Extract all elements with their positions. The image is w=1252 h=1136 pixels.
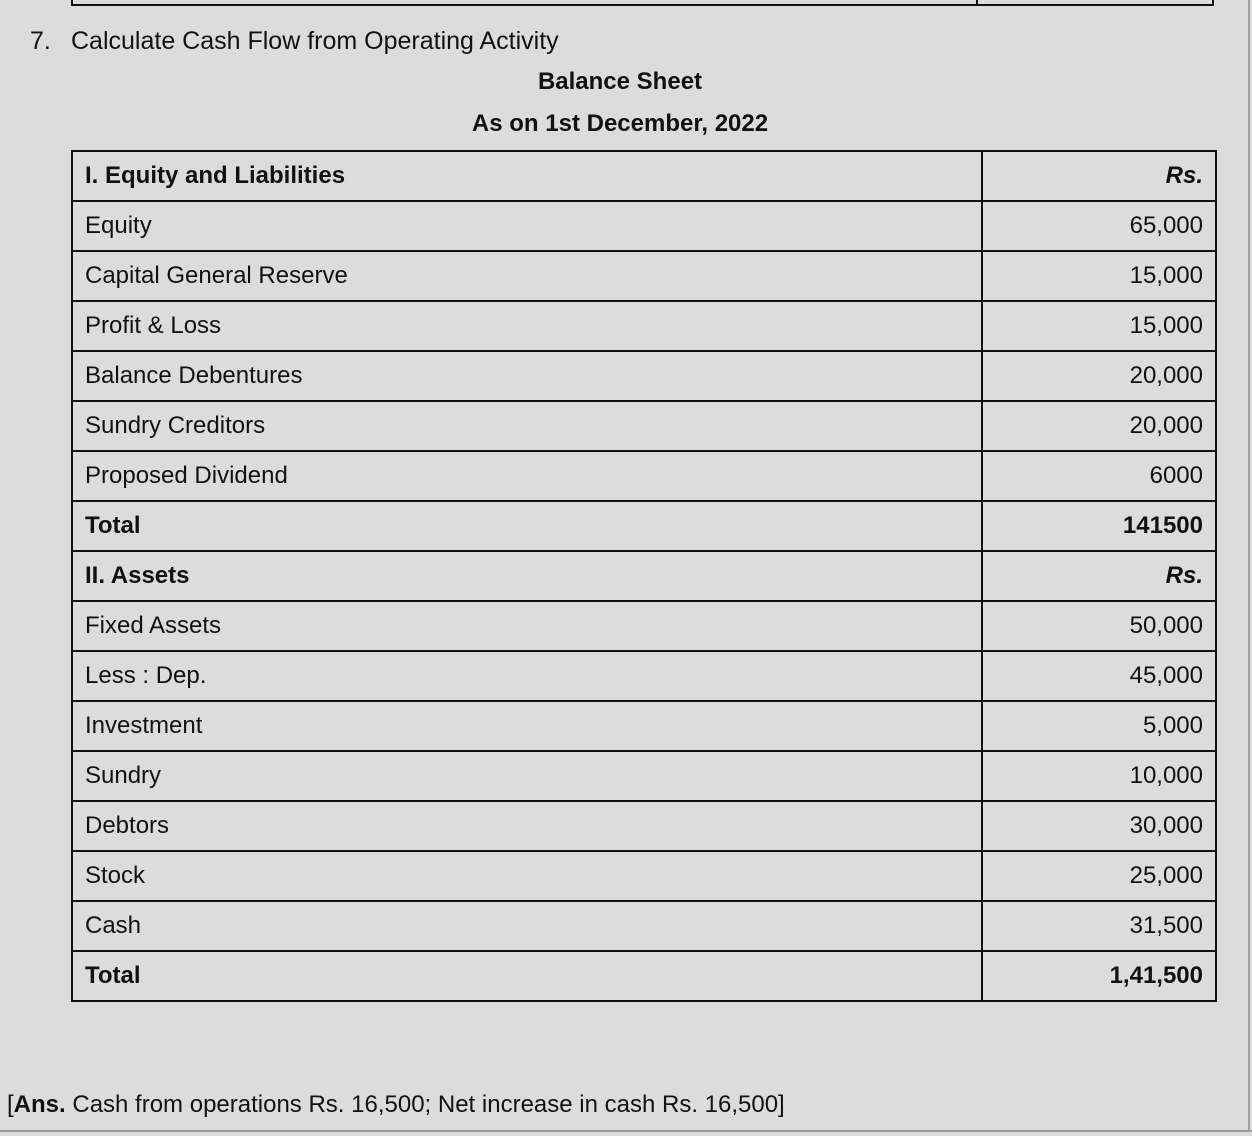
row-label: Cash xyxy=(72,901,982,951)
row-label: Total xyxy=(72,501,982,551)
question-number: 7. xyxy=(30,27,51,55)
row-amount: 65,000 xyxy=(982,201,1216,251)
row-label: Capital General Reserve xyxy=(72,251,982,301)
table-row xyxy=(72,601,1216,651)
table-row xyxy=(72,751,1216,801)
row-amount: 50,000 xyxy=(982,601,1216,651)
previous-table-edge xyxy=(71,0,1214,6)
bottom-divider xyxy=(0,1130,1252,1132)
row-amount: 141500 xyxy=(982,501,1216,551)
balance-sheet-table xyxy=(71,150,1217,1002)
row-amount: 10,000 xyxy=(982,751,1216,801)
row-label: Profit & Loss xyxy=(72,301,982,351)
table-row xyxy=(72,301,1216,351)
total-row-assets xyxy=(72,951,1216,1001)
row-amount: 15,000 xyxy=(982,301,1216,351)
row-label: II. Assets xyxy=(72,551,982,601)
row-label: Equity xyxy=(72,201,982,251)
table-row xyxy=(72,851,1216,901)
row-amount: 20,000 xyxy=(982,401,1216,451)
row-label: Debtors xyxy=(72,801,982,851)
row-label: I. Equity and Liabilities xyxy=(72,151,982,201)
row-amount: 45,000 xyxy=(982,651,1216,701)
table-row xyxy=(72,801,1216,851)
row-amount: 15,000 xyxy=(982,251,1216,301)
answer-note xyxy=(7,1090,785,1120)
row-amount: 5,000 xyxy=(982,701,1216,751)
row-amount: 25,000 xyxy=(982,851,1216,901)
right-divider xyxy=(1248,0,1250,1132)
row-label: Total xyxy=(72,951,982,1001)
answer-text: Cash from operations Rs. 16,500; Net increase in cash Rs. 16,500] xyxy=(65,1091,785,1118)
previous-table-divider xyxy=(976,0,978,4)
table-row xyxy=(72,251,1216,301)
table-row xyxy=(72,401,1216,451)
total-row-liabilities xyxy=(72,501,1216,551)
answer-bracket: [ xyxy=(7,1091,14,1118)
question-text: Calculate Cash Flow from Operating Activity xyxy=(71,27,559,55)
currency-header: Rs. xyxy=(982,551,1216,601)
table-row xyxy=(72,451,1216,501)
balance-sheet-date: As on 1st December, 2022 xyxy=(471,110,769,137)
table-row xyxy=(72,701,1216,751)
section-header-liabilities xyxy=(72,151,1216,201)
row-label: Fixed Assets xyxy=(72,601,982,651)
table-row xyxy=(72,651,1216,701)
table-row xyxy=(72,201,1216,251)
question xyxy=(30,26,559,56)
row-label: Investment xyxy=(72,701,982,751)
row-label: Stock xyxy=(72,851,982,901)
row-amount: 31,500 xyxy=(982,901,1216,951)
balance-sheet-title: Balance Sheet xyxy=(537,68,703,95)
row-amount: 20,000 xyxy=(982,351,1216,401)
table-row xyxy=(72,901,1216,951)
answer-prefix: Ans. xyxy=(13,1091,66,1118)
currency-header: Rs. xyxy=(982,151,1216,201)
row-label: Balance Debentures xyxy=(72,351,982,401)
table-row xyxy=(72,351,1216,401)
row-label: Less : Dep. xyxy=(72,651,982,701)
row-amount: 1,41,500 xyxy=(982,951,1216,1001)
row-label: Sundry Creditors xyxy=(72,401,982,451)
row-amount: 6000 xyxy=(982,451,1216,501)
row-amount: 30,000 xyxy=(982,801,1216,851)
row-label: Sundry xyxy=(72,751,982,801)
row-label: Proposed Dividend xyxy=(72,451,982,501)
section-header-assets xyxy=(72,551,1216,601)
